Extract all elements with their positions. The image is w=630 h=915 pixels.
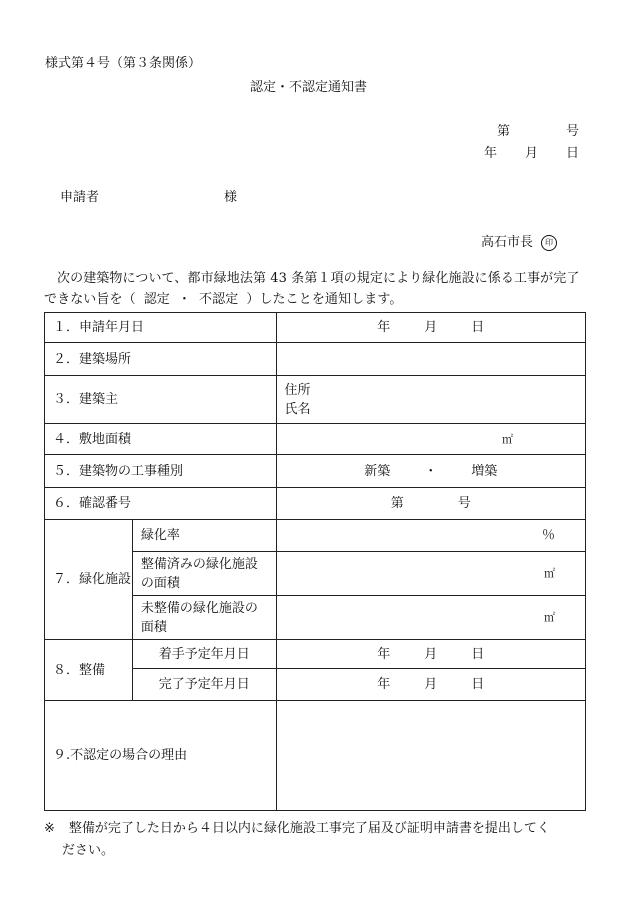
issuer-line <box>481 231 557 251</box>
start-date-field[interactable]: 年 月 日 <box>276 640 585 669</box>
row-rejection-reason <box>45 701 586 811</box>
option-rejected[interactable]: 不認定 <box>199 292 239 307</box>
application-date-field[interactable]: 年 月 日 <box>276 313 585 343</box>
notice-date-line <box>484 142 579 161</box>
row-application-date <box>45 313 586 343</box>
notice-body <box>44 268 584 310</box>
applicant-honorific: 様 <box>224 190 238 205</box>
greening-rate-field[interactable] <box>276 520 585 552</box>
applicant-label: 申請者 <box>60 190 100 205</box>
greening-facility-label: ７．緑化施設 <box>45 520 133 640</box>
building-location-field[interactable] <box>276 343 585 376</box>
type-extension[interactable]: 増築 <box>471 463 498 479</box>
completed-area-label: 整備済みの緑化施設 の面積 <box>132 552 276 596</box>
notice-number-line <box>497 120 579 139</box>
greening-rate-label: 緑化率 <box>132 520 276 552</box>
form-number-label: 様式第４号（第３条関係） <box>45 56 202 71</box>
building-owner-field[interactable] <box>276 376 585 424</box>
completion-date-label: 完了予定年月日 <box>132 669 276 701</box>
number-prefix: 第 <box>497 124 511 139</box>
application-date-label: １．申請年月日 <box>45 313 277 343</box>
start-date-label: 着手予定年月日 <box>132 640 276 669</box>
rejection-reason-field[interactable] <box>276 701 585 811</box>
row-confirmation-number <box>45 488 586 520</box>
completion-date-field[interactable]: 年 月 日 <box>276 669 585 701</box>
form-table <box>44 312 586 811</box>
number-suffix: 号 <box>566 124 580 139</box>
maintenance-label: ８．整備 <box>45 640 133 701</box>
confirmation-number-label: ６．確認番号 <box>45 488 277 520</box>
issuer-name: 高石市長 <box>481 235 534 250</box>
construction-type-field[interactable]: 新築 ・ 増築 <box>276 455 585 488</box>
applicant-line <box>60 186 237 205</box>
building-owner-label: ３．建築主 <box>45 376 277 424</box>
rejection-reason-label: ９.不認定の場合の理由 <box>45 701 277 811</box>
date-year: 年 <box>484 146 498 161</box>
type-new[interactable]: 新築 <box>364 463 391 479</box>
row-building-location <box>45 343 586 376</box>
footnote-line2: ださい。 <box>62 843 115 858</box>
building-location-label: ２．建築場所 <box>45 343 277 376</box>
date-day: 日 <box>566 146 580 161</box>
seal-icon: 印 <box>541 235 557 251</box>
row-greening-rate <box>45 520 586 552</box>
site-area-label: ４．敷地面積 <box>45 424 277 455</box>
option-approved[interactable]: 認定 <box>143 292 170 307</box>
row-building-owner <box>45 376 586 424</box>
confirmation-number-field[interactable]: 第 号 <box>276 488 585 520</box>
note-mark: ※ <box>44 821 55 836</box>
footnote-line1: 整備が完了した日から４日以内に緑化施設工事完了届及び証明申請書を提出してく <box>68 821 550 836</box>
completed-area-field[interactable]: ㎡ <box>276 552 585 596</box>
option-separator: ・ <box>177 292 192 307</box>
uncompleted-area-label: 未整備の緑化施設の 面積 <box>132 596 276 640</box>
owner-address-label: 住所 <box>284 382 311 398</box>
site-area-field[interactable] <box>276 424 585 455</box>
site-area-unit: ㎡ <box>502 432 513 446</box>
row-site-area <box>45 424 586 455</box>
footnote <box>44 818 589 862</box>
body-text-after: ）したことを通知します。 <box>246 292 403 307</box>
body-text-before: 次の建築物について、都市緑地法第 43 条第１項の規定により緑化施設に係る工事が完了できない旨を（ <box>44 271 580 307</box>
owner-name-label: 氏名 <box>284 401 311 417</box>
uncompleted-area-field[interactable]: ㎡ <box>276 596 585 640</box>
date-month: 月 <box>525 146 539 161</box>
construction-type-label: ５．建築物の工事種別 <box>45 455 277 488</box>
row-construction-type <box>45 455 586 488</box>
document-title: 認定・不認定通知書 <box>250 80 368 95</box>
greening-rate-unit: ％ <box>541 528 555 543</box>
row-start-date <box>45 640 586 669</box>
